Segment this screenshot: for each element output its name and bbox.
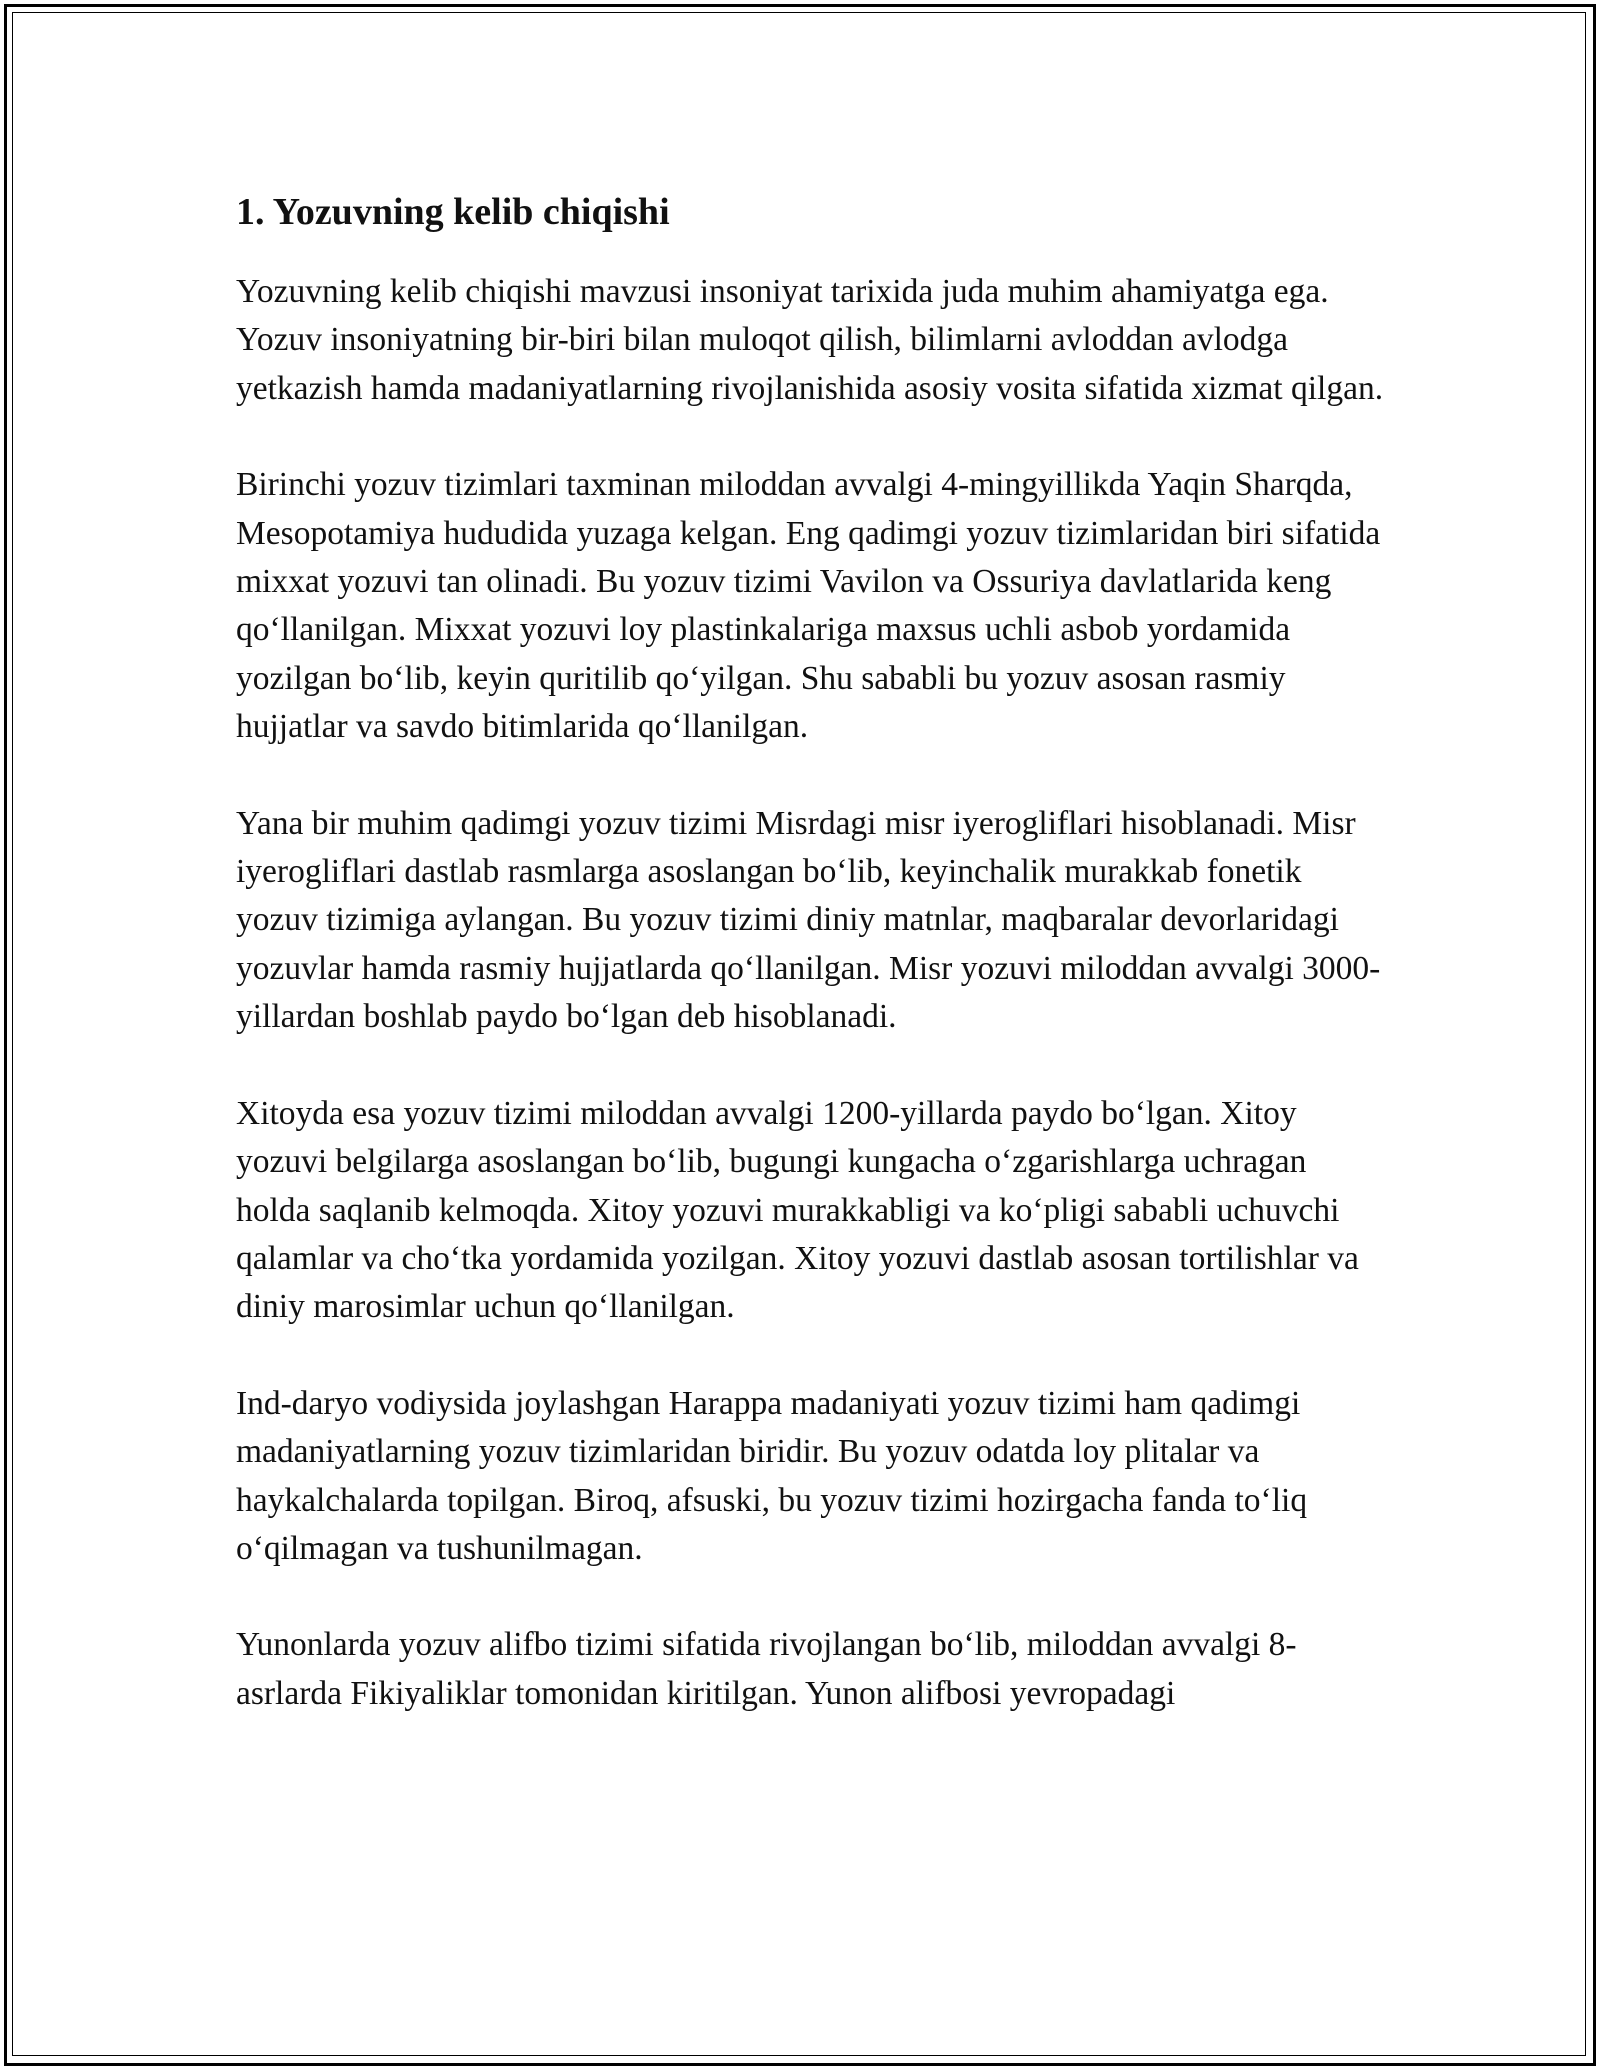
paragraph-intro: Yozuvning kelib chiqishi mavzusi insoniyat tarixida juda muhim ahamiyatga ega. Yozuv insoniyatning bir-biri bilan muloqot qilish, bilimlarni avloddan avlodga yetkazish hamda madaniyatlarning rivojlanishida asosiy vosita sifatida xizmat qilgan. [236, 273, 1384, 407]
paragraph-harappa: Ind-daryo vodiysida joylashgan Harappa madaniyati yozuv tizimi ham qadimgi madaniyatlarning yozuv tizimlaridan biridir. Bu yozuv odatda loy plitalar va haykalchalarda topilgan. Biroq, afsuski, bu yozuv tizimi hozirgacha fanda to‘liq o‘qilmagan va tushunilmagan. [236, 1384, 1308, 1567]
paragraph-china: Xitoyda esa yozuv tizimi miloddan avvalgi 1200-yillarda paydo bo‘lgan. Xitoy yozuvi belgilarga asoslangan bo‘lib, bugungi kungacha o‘zgarishlarga uchragan holda saqlanib kelmoqda. Xitoy yozuvi murakkabligi va ko‘pligi sababli uchuvchi qalamlar va cho‘tka yordamida yozilgan. Xitoy yozuvi dastlab asosan tortilishlar va diniy marosimlar uchun qo‘llanilgan. [236, 1094, 1359, 1326]
paragraph-mesopotamia: Birinchi yozuv tizimlari taxminan miloddan avvalgi 4-mingyillikda Yaqin Sharqda, Mesopotamiya hududida yuzaga kelgan. Eng qadimgi yozuv tizimlaridan biri sifatida mixxat yozuvi tan olinadi. Bu yozuv tizimi Vavilon va Ossuriya davlatlarida keng qo‘llanilgan. Mixxat yozuvi loy plastinkalariga maxsus uchli asbob yordamida yozilgan bo‘lib, keyin quritilib qo‘yilgan. Shu sababli bu yozuv asosan rasmiy hujjatlar va savdo bitimlarida qo‘llanilgan. [236, 466, 1381, 746]
paragraph-egypt: Yana bir muhim qadimgi yozuv tizimi Misrdagi misr iyerogliflari hisoblanadi. Misr iyerogliflari dastlab rasmlarga asoslangan bo‘lib, keyinchalik murakkab fonetik yozuv tizimiga aylangan. Bu yozuv tizimi diniy matnlar, maqbaralar devorlaridagi yozuvlar hamda rasmiy hujjatlarda qo‘llanilgan. Misr yozuvi miloddan avvalgi 3000-yillardan boshlab paydo bo‘lgan deb hisoblanadi. [236, 804, 1381, 1036]
section-heading: 1. Yozuvning kelib chiqishi [236, 191, 670, 233]
paragraph-greek: Yunonlarda yozuv alifbo tizimi sifatida rivojlangan bo‘lib, miloddan avvalgi 8-asrlarda Fikiyaliklar tomonidan kiritilgan. Yunon alifbosi yevropadagi [236, 1626, 1297, 1712]
document-body [236, 184, 1386, 1718]
